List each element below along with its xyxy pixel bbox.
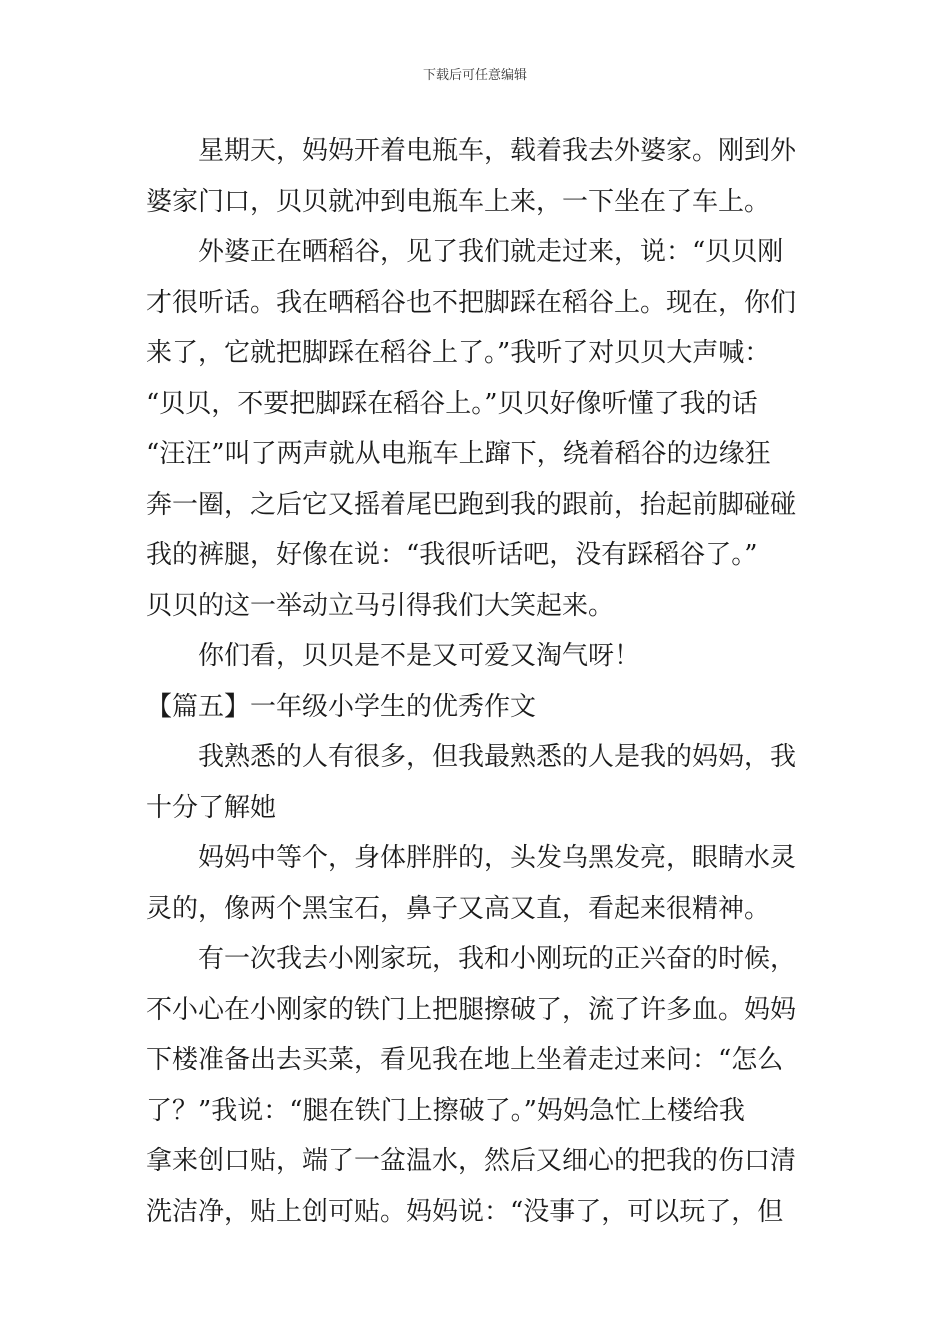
- paragraph-line: 婆家门口，贝贝就冲到电瓶车上来，一下坐在了车上。: [146, 186, 771, 217]
- paragraph-line: 灵的，像两个黑宝石，鼻子又高又直，看起来很精神。: [146, 893, 771, 924]
- document-body: [146, 126, 806, 1237]
- paragraph-line: 来了，它就把脚踩在稻谷上了。”我听了对贝贝大声喊：: [146, 338, 771, 368]
- page-header: 下载后可任意编辑: [422, 68, 527, 83]
- paragraph-line: 星期天，妈妈开着电瓶车，载着我去外婆家。刚到外: [198, 136, 797, 166]
- paragraph-line: 下楼准备出去买菜，看见我在地上坐着走过来问：“怎么: [146, 1045, 784, 1075]
- paragraph-line: 妈妈中等个，身体胖胖的，头发乌黑发亮，眼睛水灵: [198, 843, 797, 873]
- paragraph-line: 了？”我说：“腿在铁门上擦破了。”妈妈急忙上楼给我: [146, 1095, 745, 1126]
- paragraph-line: 外婆正在晒稻谷，见了我们就走过来，说：“贝贝刚: [198, 237, 784, 267]
- paragraph-line: 才很听话。我在晒稻谷也不把脚踩在稻谷上。现在，你们: [146, 287, 797, 318]
- paragraph-line: 拿来创口贴，端了一盆温水，然后又细心的把我的伤口清: [146, 1146, 797, 1176]
- paragraph-line: 不小心在小刚家的铁门上把腿擦破了，流了许多血。妈妈: [146, 994, 797, 1025]
- paragraph-line: 我熟悉的人有很多，但我最熟悉的人是我的妈妈，我: [198, 742, 797, 772]
- paragraph-line: “汪汪”叫了两声就从电瓶车上蹿下，绕着稻谷的边缘狂: [146, 439, 771, 469]
- paragraph-line: 洗洁净，贴上创可贴。妈妈说：“没事了，可以玩了，但: [146, 1196, 784, 1227]
- paragraph-line: 奔一圈，之后它又摇着尾巴跑到我的跟前，抬起前脚碰碰: [146, 489, 797, 520]
- section-heading: 【篇五】一年级小学生的优秀作文: [146, 691, 537, 722]
- paragraph-line: 十分了解她: [146, 792, 277, 823]
- paragraph-line: 你们看，贝贝是不是又可爱又淘气呀！: [198, 641, 641, 671]
- paragraph-line: 有一次我去小刚家玩，我和小刚玩的正兴奋的时候，: [198, 944, 797, 974]
- paragraph-line: “贝贝，不要把脚踩在稻谷上。”贝贝好像听懂了我的话: [146, 388, 758, 419]
- paragraph-line: 贝贝的这一举动立马引得我们大笑起来。: [146, 590, 615, 621]
- paragraph-line: 我的裤腿，好像在说：“我很听话吧，没有踩稻谷了。”: [146, 540, 758, 570]
